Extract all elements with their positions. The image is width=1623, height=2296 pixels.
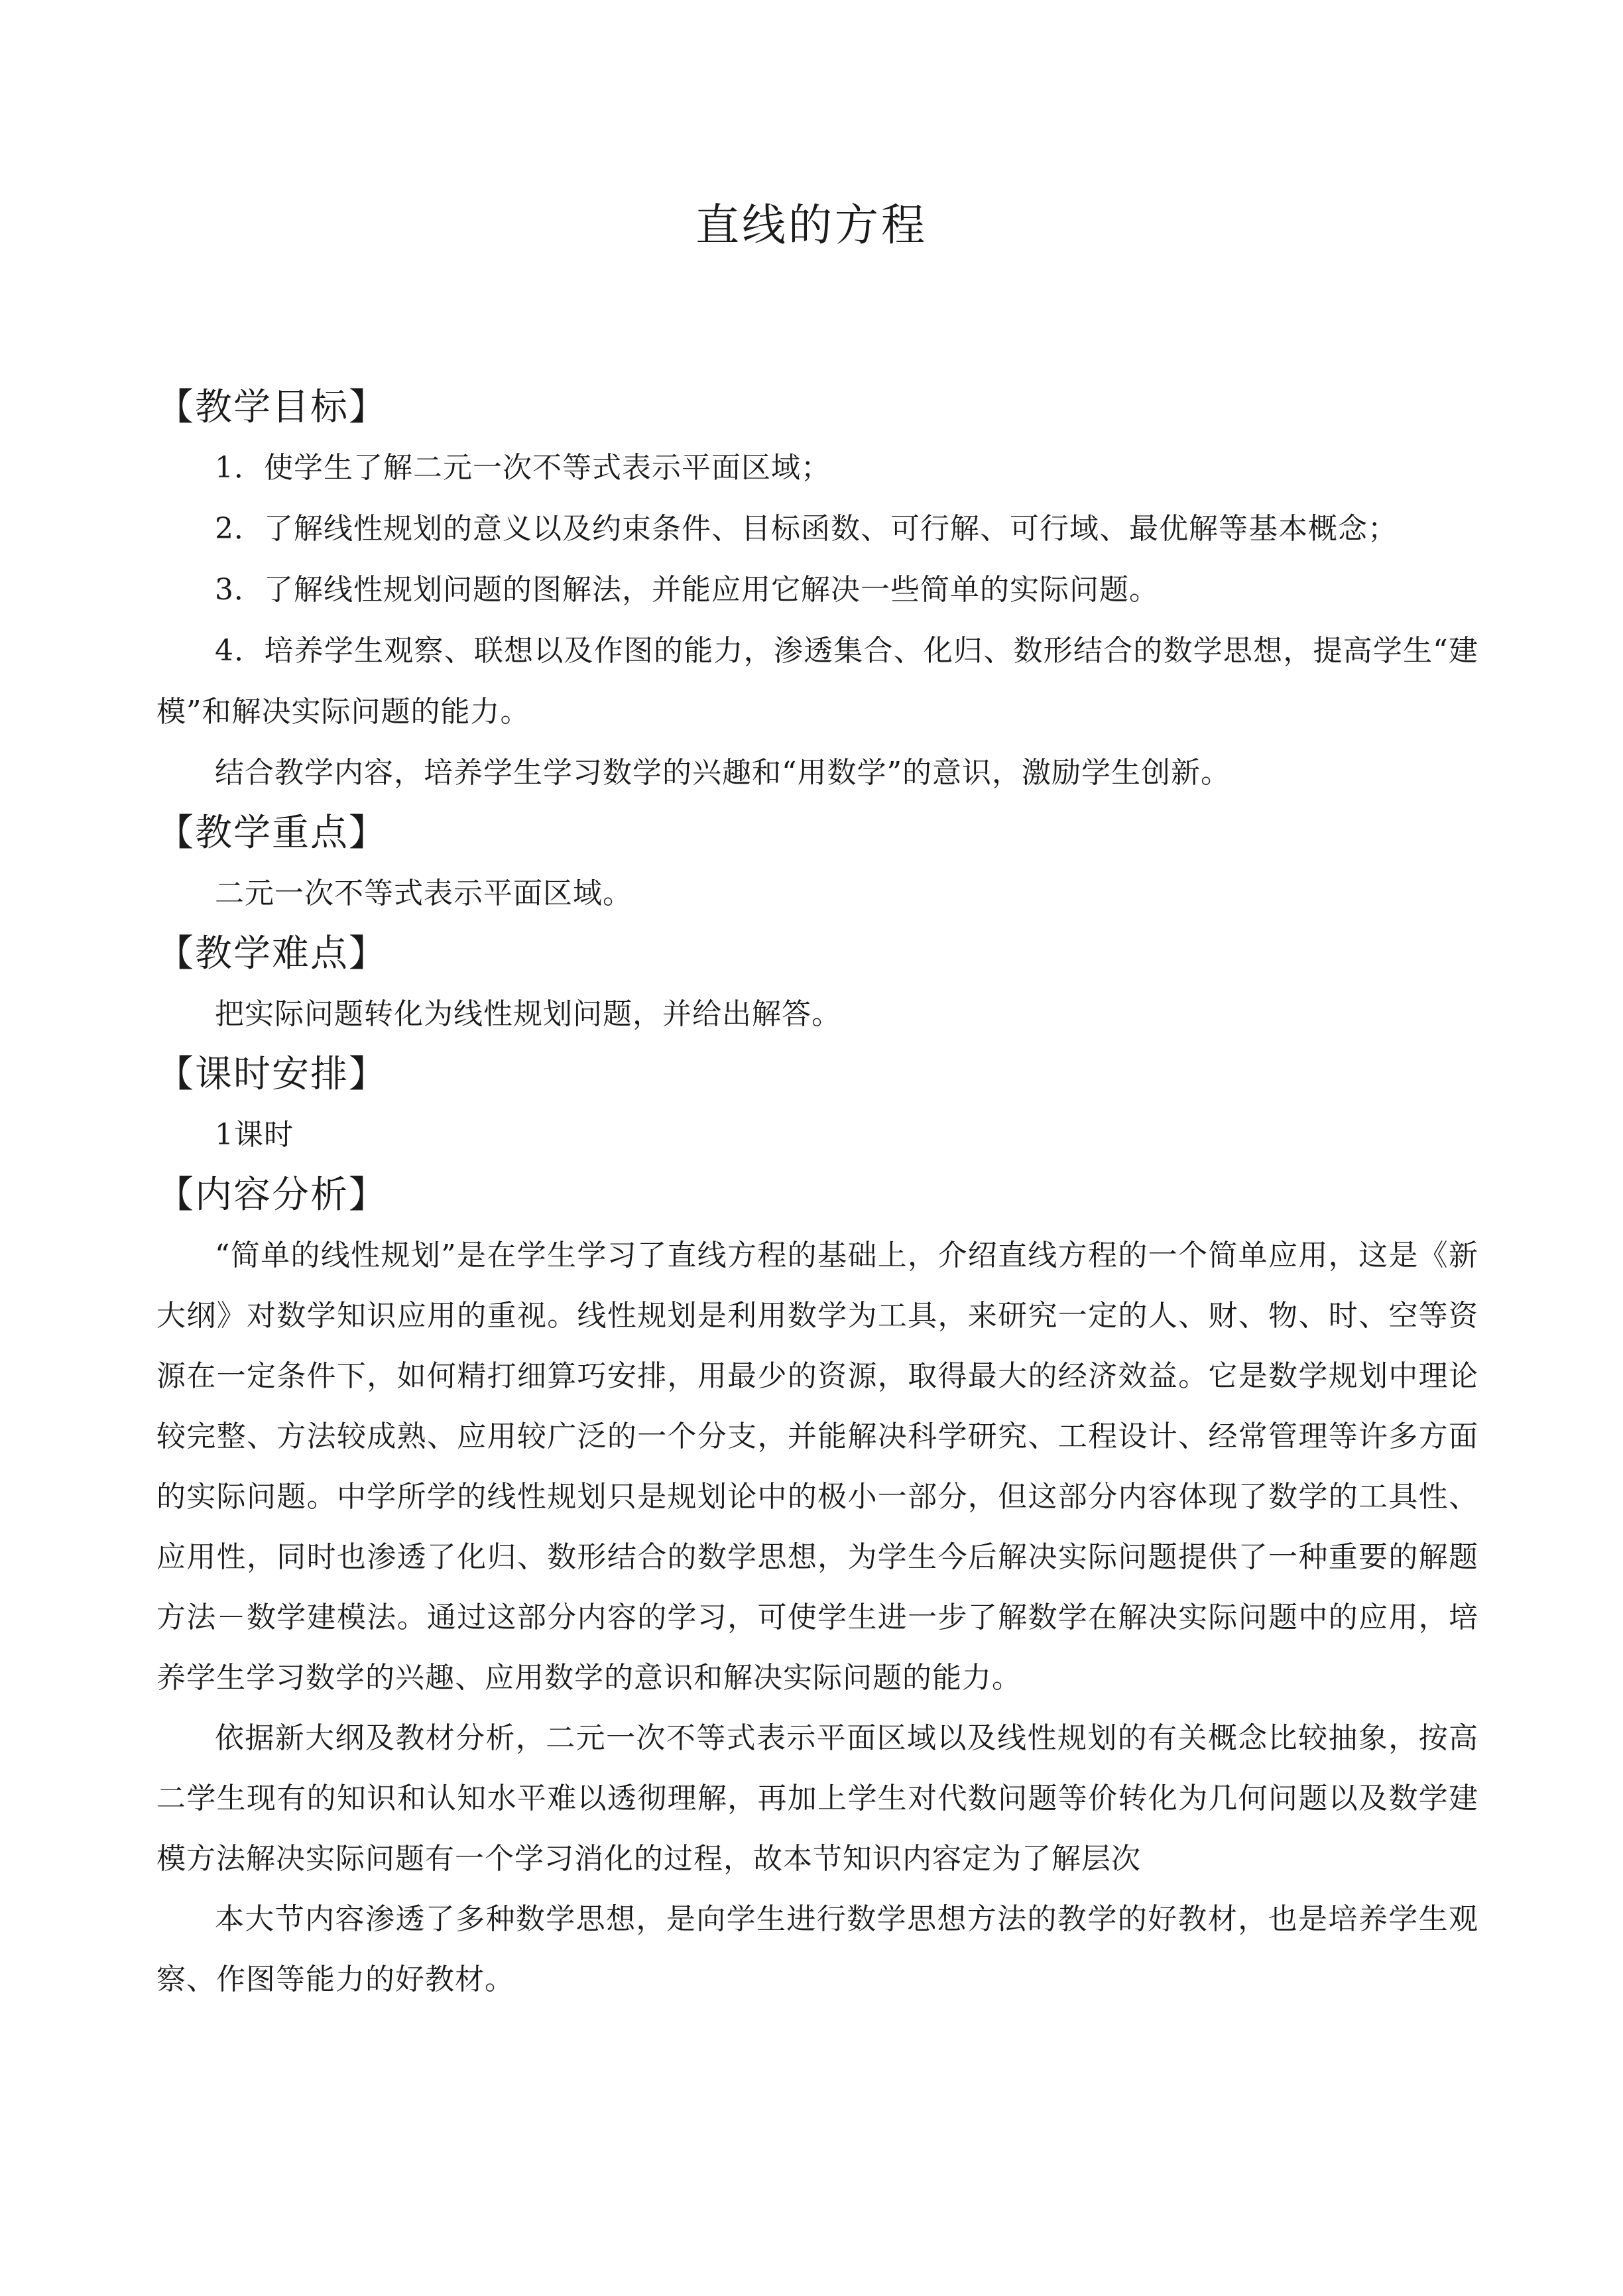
paragraph: 3．了解线性规划问题的图解法，并能应用它解决一些简单的实际问题。: [215, 573, 1159, 607]
section-heading: 【教学重点】: [156, 812, 387, 855]
section-heading: 【课时安排】: [156, 1053, 387, 1096]
section-key-points: [156, 804, 1478, 924]
paragraph: 4．培养学生观察、联想以及作图的能力，渗透集合、化归、数形结合的数学思想，提高学生“建模”和解决实际问题的能力。: [156, 634, 1478, 729]
section-teaching-goals: [156, 378, 1478, 804]
paragraph: “简单的线性规划”是在学生学习了直线方程的基础上，介绍直线方程的一个简单应用，这是《新大纲》对数学知识应用的重视。线性规划是利用数学为工具，来研究一定的人、财、物、时、空等资源在一定条件下，如何精打细算巧安排，用最少的资源，取得最大的经济效益。它是数学规划中理论较完整、方法较成熟、应用较广泛的一个分支，并能解决科学研究、工程设计、经常管理等许多方面的实际问题。中学所学的线性规划只是规划论中的极小一部分，但这部分内容体现了数学的工具性、应用性，同时也渗透了化归、数形结合的数学思想，为学生今后解决实际问题提供了一种重要的解题方法－数学建模法。通过这部分内容的学习，可使学生进一步了解数学在解决实际问题中的应用，培养学生学习数学的兴趣、应用数学的意识和解决实际问题的能力。: [156, 1239, 1478, 1695]
paragraph: 2．了解线性规划的意义以及约束条件、目标函数、可行解、可行域、最优解等基本概念；: [215, 512, 1398, 546]
paragraph: 二元一次不等式表示平面区域。: [215, 876, 632, 910]
paragraph: 1．使学生了解二元一次不等式表示平面区域；: [215, 451, 831, 485]
section-difficulties: [156, 924, 1478, 1045]
document-title: 直线的方程: [695, 200, 928, 251]
section-schedule: [156, 1045, 1478, 1166]
section-heading: 【教学难点】: [156, 932, 387, 975]
section-content-analysis: [156, 1166, 1478, 2010]
section-heading: 【教学目标】: [156, 386, 387, 429]
paragraph: 1课时: [215, 1118, 294, 1152]
paragraph: 依据新大纲及教材分析，二元一次不等式表示平面区域以及线性规划的有关概念比较抽象，按高二学生现有的知识和认知水平难以透彻理解，再加上学生对代数问题等价转化为几何问题以及数学建模方法解决实际问题有一个学习消化的过程，故本节知识内容定为了解层次: [156, 1721, 1478, 1876]
paragraph: 结合教学内容，培养学生学习数学的兴趣和“用数学”的意识，激励学生创新。: [215, 756, 1231, 790]
paragraph: 本大节内容渗透了多种数学思想，是向学生进行数学思想方法的教学的好教材，也是培养学生观察、作图等能力的好教材。: [156, 1902, 1478, 1996]
paragraph: 把实际问题转化为线性规划问题，并给出解答。: [215, 997, 841, 1031]
document-body: [156, 378, 1478, 2010]
section-heading: 【内容分析】: [156, 1174, 387, 1217]
